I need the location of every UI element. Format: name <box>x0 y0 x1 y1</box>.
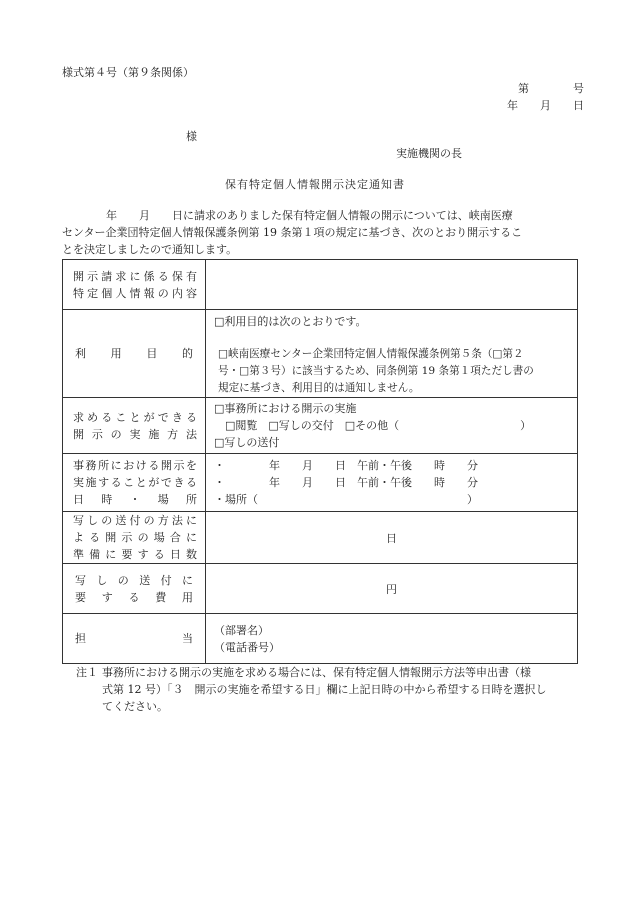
row-label: 担 当 <box>63 614 206 664</box>
row-value: 円 <box>206 564 578 614</box>
row-label: 事務所における開示を 実施することができる 日時・場所 <box>63 454 206 512</box>
table-row <box>63 614 578 664</box>
row-label: 写しの送付の方法に よる開示の場合に 準備に要する日数 <box>63 512 206 564</box>
footnote-line: 事務所における開示の実施を求める場合には、保有特定個人情報開示方法等申出書（様 <box>102 666 531 679</box>
row-value <box>206 260 578 310</box>
body-paragraph <box>62 207 584 258</box>
disclosure-table <box>62 259 578 664</box>
row-value: ・ 年 月 日 午前・午後 時 分 ・ 年 月 日 午前・午後 時 分 ・場所（ ） <box>206 454 578 512</box>
document-date: 年 月 日 <box>507 99 584 112</box>
body-line: とを決定しましたので通知します。 <box>62 243 238 256</box>
table-row <box>63 398 578 454</box>
footnote <box>62 664 584 715</box>
table-row <box>63 564 578 614</box>
row-label: 開示請求に係る保有 特定個人情報の内容 <box>63 260 206 310</box>
sender: 実施機関の長 <box>396 147 462 160</box>
body-line: センター企業団特定個人情報保護条例第 19 条第１項の規定に基づき、次のとおり開示するこ <box>62 226 523 239</box>
body-line: 年 月 日に請求のありました保有特定個人情報の開示については、峡南医療 <box>62 209 513 222</box>
document-number: 第 号 <box>518 82 584 95</box>
row-label: 求めることができる 開示の実施方法 <box>63 398 206 454</box>
table-row <box>63 260 578 310</box>
table-row <box>63 512 578 564</box>
row-label: 写しの送付に 要する費用 <box>63 564 206 614</box>
footnote-line: 式第 12 号）「３ 開示の実施を希望する日」欄に上記日時の中から希望する日時を選択し <box>102 683 547 696</box>
row-value: □利用目的は次のとおりです。 □峡南医療センター企業団特定個人情報保護条例第５条（□第２ 号・□第３号）に該当するため、同条例第 19 条第１項ただし書の 規定に基づき、利用目的は通知しません。 <box>206 310 578 398</box>
form-label: 様式第４号（第９条関係） <box>62 66 194 79</box>
footnote-marker: 注１ <box>76 666 98 679</box>
footnote-line: てください。 <box>102 700 168 713</box>
addressee: 様 <box>186 130 197 143</box>
row-label: 利 用 目 的 <box>63 310 206 398</box>
row-value: 日 <box>206 512 578 564</box>
table-row <box>63 310 578 398</box>
row-value: □事務所における開示の実施 □閲覧 □写しの交付 □その他（ ） □写しの送付 <box>206 398 578 454</box>
row-value: （部署名） （電話番号） <box>206 614 578 664</box>
document-title: 保有特定個人情報開示決定通知書 <box>225 178 405 191</box>
table-row <box>63 454 578 512</box>
